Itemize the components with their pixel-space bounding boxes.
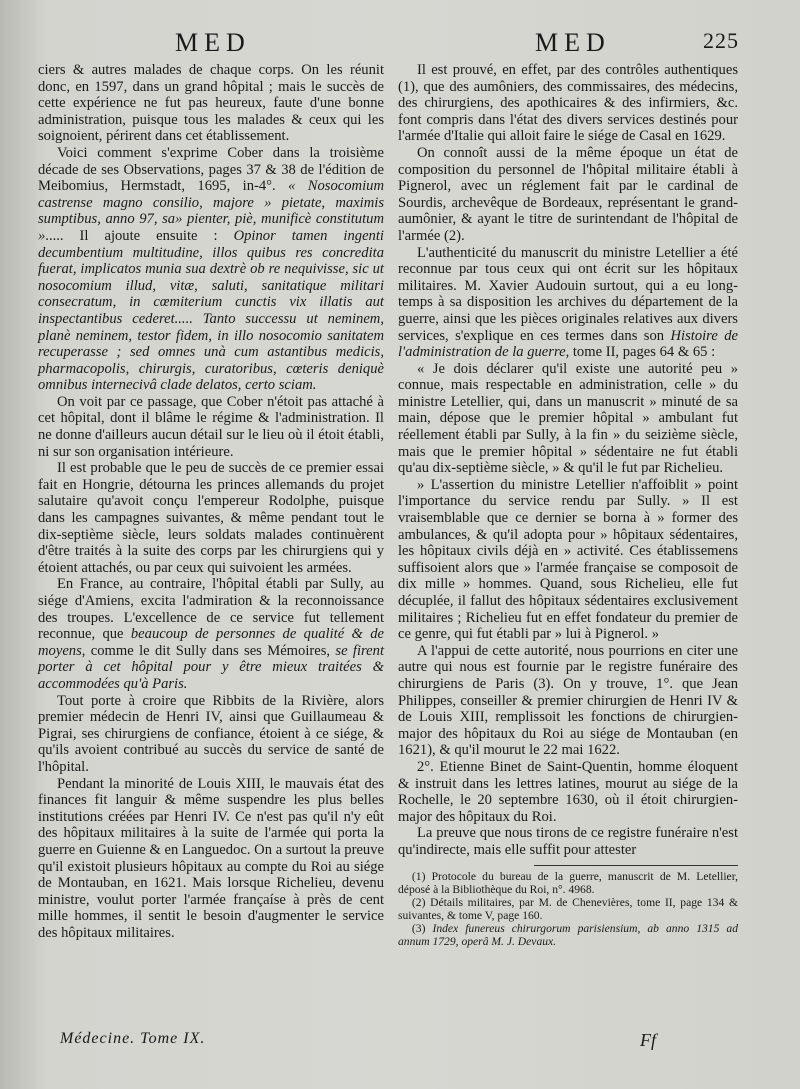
italic-text: beaucoup de personnes de qualité & de moyens (38, 626, 384, 659)
signature-volume: Médecine. Tome IX. (60, 1030, 206, 1047)
running-header (0, 28, 800, 58)
header-right-title: MED (535, 28, 611, 57)
left-column (38, 62, 384, 941)
signature-mark: Ff (640, 1030, 656, 1050)
text: ..... Il ajoute ensuite : (45, 227, 218, 244)
text: L'authenticité du manuscrit du ministre Letellier a été reconnue par tous ceux qui ont écrit sur les hôpitaux militaires. M. Xavier Audouin surtout, qui a eu long-temps à sa disposition les archives du département de la guerre, ainsi que les pièces originales relatives aux divers services, s'explique en ces termes dans son (398, 244, 738, 344)
text: En France, au contraire, l'hôpital établi par Sully, au siége d'Amiens, excita l'admiration & la reconnoissance des troupes. L'excellence de ce service fut tellement reconnue, que (38, 576, 384, 643)
paragraph-sully (38, 576, 384, 692)
footnote-2: (2) Détails militaires, par M. de Chenevières, tome II, page 134 & suivantes, & tome V, page 160. (398, 895, 738, 922)
paragraph: On connoît aussi de la même époque un état de composition du personnel de l'hôpital militaire établi à Pignerol, avec un réglement fait par le cardinal de Sourdis, archevêque de Bordeaux, représentant le grand-aumônier, & ayant le titre de surintendant de l'hôpital de l'armée (2). (398, 144, 738, 244)
footnote-title: Index funereus chirurgorum parisiensium, ab anno 1315 ad annum 1729, operâ M. J. Devaux. (398, 921, 738, 948)
paragraph: La preuve que nous tirons de ce registre funéraire n'est qu'indirecte, mais elle suffit pour attester (398, 825, 738, 858)
paragraph: 2°. Etienne Binet de Saint-Quentin, homme éloquent & instruit dans les lettres latines, mourut au siége de la Rochelle, le 20 septembre 1630, où il étoit chirurgien-major des hôpitaux du Roi. (398, 758, 738, 825)
text: , comme le dit Sully dans ses Mémoires, (81, 642, 331, 659)
footnotes (398, 870, 738, 948)
text: , tome II, pages 64 & 65 : (565, 344, 716, 361)
header-left-title: MED (175, 28, 251, 57)
footnote-3 (398, 922, 738, 948)
latin-quote: « Nosocomium castrense magno consilio, majore » pietate, maximis sumptibus, anno 97, sa» pienter, piè, munificè constitutum » (38, 178, 384, 244)
page-number: 225 (703, 28, 739, 53)
latin-quote: Opinor tamen ingenti decumbentium multitudine, illos quibus res concredita fuerat, implicatos munia sua dextrè ob re nequivisse, sic ut nosocomium illud, vitæ, saluti, sanitatique militari consecratum, in cœmiterium cunctis vix illatis aut inspectantibus cederet..... Tanto successu ut neminem, planè neminem, testor fidem, in illo nosocomio sanitatem recuperasse ; sed omnes unà cum astantibus medicis, pharmacopolis, chirurgis, curatoribus, cœteris deniquè omnibus internecivâ clade delatos, certo sciam. (38, 227, 384, 394)
book-title: Histoire de l'administration de la guerre (398, 327, 738, 361)
quote-paragraph: » L'assertion du ministre Letellier n'affoiblit » point l'importance du service rendu par Sully. » Il est vraisemblable que ce dernier se borna à » former des ambulances, & qu'il adopta pour » hôpitaux sédentaires, les hôpitaux civils déjà en » activité. Ces établissemens suffisoient alors que » l'armée française se composoit de dix mille » hommes. Quand, sous Richelieu, elle fut décuplée, il fallut des hôpitaux sédentaires exclusivement militaires ; Richelieu fut en effet fondateur du premier de ce genre, qui fut établi par » lui à Pignerol. » (398, 476, 738, 643)
paragraph: Il est prouvé, en effet, par des contrôles authentiques (1), que des aumôniers, des commissaires, des médecins, des chirurgiens, des apothicaires & des infirmiers, &c. font compris dans l'état des divers services destinés pour l'armée d'Italie qui alloit faire le siége de Casal en 1629. (398, 62, 738, 145)
paragraph: Tout porte à croire que Ribbits de la Rivière, alors premier médecin de Henri IV, ainsi que Guillaumeau & Pigrai, ses chirurgiens de confiance, étoient à ce siége, & qu'ils avoient contribué au succès du service de santé de l'hôpital. (38, 692, 384, 775)
footnote-marker: (3) (411, 921, 426, 935)
right-column (398, 62, 738, 948)
paragraph: Il est probable que le peu de succès de ce premier essai fait en Hongrie, détourna les princes allemands du projet salutaire qu'avoit conçu l'empereur Rodolphe, puisque dans les campagnes suivantes, & même pendant tout le dix-septième siècle, leurs soldats malades continuèrent d'être traités à la suite des corps par les chirurgiens qui y étoient attachés, ou par ceux qui suivoient les armées. (38, 460, 384, 576)
italic-text: se firent porter à cet hôpital pour y être mieux traitées & accommodées qu'à Paris. (38, 642, 384, 692)
paragraph-letellier (398, 245, 738, 361)
paragraph-cober (38, 145, 384, 394)
paragraph: Pendant la minorité de Louis XIII, le mauvais état des finances fit languir & même suspendre les plus belles institutions créées par Henri IV. Ce n'est pas qu'il n'y eût des hôpitaux militaires à la suite de l'armée qui porta la guerre en Guienne & en Languedoc. On a surtout la preuve qu'il existoit plusieurs hôpitaux au compte du Roi au siége de Montauban, en 1621. Mais lorsque Richelieu, devenu ministre, voulut porter l'armée françaíse à près de cent mille hommes, il sentit le besoin d'augmenter le service des hôpitaux militaires. (38, 775, 384, 941)
footnote-1: (1) Protocole du bureau de la guerre, manuscrit de M. Letellier, déposé à la Bibliothèque du Roi, n°. 4968. (398, 869, 738, 896)
paragraph: ciers & autres malades de chaque corps. On les réunit donc, en 1597, dans un grand hôpital ; mais le succès de cette expérience ne fut pas heureux, faute d'une bonne administration, puisque tous les malades & ceux qui les soignoient, périrent dans cet établissement. (38, 62, 384, 145)
text: Voici comment s'exprime Cober dans la troisième décade de ses Observations, pages 37 & 38 de l'édition de Meibomius, Hermstadt, 1695, in-4°. (38, 144, 384, 195)
paragraph: A l'appui de cette autorité, nous pourrions en citer une autre qui nous est fournie par le registre funéraire des chirurgiens de Paris (3). On y trouve, 1°. que Jean Philippes, conseiller & premier chirurgien de Henri IV & de Louis XIII, remplissoit les fonctions de chirurgien-major des hôpitaux du Roi au siége de Montauban (en 1621), & qu'il mourut le 22 mai 1622. (398, 642, 738, 759)
paragraph: On voit par ce passage, que Cober n'étoit pas attaché à cet hôpital, dont il blâme le régime & l'administration. Il ne donne d'ailleurs aucun détail sur le lieu où il étoit établi, ni sur son organisation intérieure. (38, 393, 384, 460)
footnote-divider (534, 865, 738, 866)
quote-paragraph: « Je dois déclarer qu'il existe une autorité peu » connue, mais respectable en administration, celle » du ministre Letellier, qui, dans un manuscrit » minuté de sa main, dépose que le premier hôpital » ambulant fut réellement établi par Sully, à la fin » du seizième siècle, mais que le premier hôpital » sédentaire ne fut établi qu'au dix-septième siècle, » & qu'il le fut par Richelieu. (398, 360, 738, 477)
